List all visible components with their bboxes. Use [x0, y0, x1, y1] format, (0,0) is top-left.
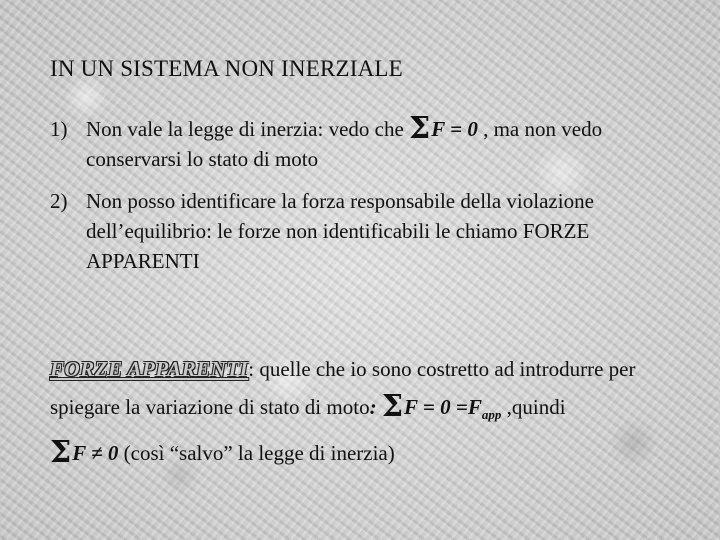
sigma-symbol: Σ	[381, 389, 404, 424]
colon: :	[369, 395, 382, 419]
item-text: Non vale la legge di inerzia: vedo che	[86, 117, 410, 141]
list-item-1	[50, 111, 690, 174]
formula-subscript: app	[481, 407, 502, 422]
item-body	[86, 111, 690, 174]
list-item-2	[50, 186, 690, 276]
sigma-symbol: Σ	[409, 111, 431, 146]
definition-text-end: (così “salvo” la legge di inerzia)	[118, 441, 395, 465]
formula: F ≠ 0	[72, 441, 119, 465]
formula: F = 0 =F	[404, 395, 482, 419]
formula: F = 0	[431, 117, 478, 141]
definition-text: : quelle che io sono costretto ad introdurre per spiegare la variazione di stato di moto	[50, 357, 636, 419]
item-number: 1)	[50, 117, 68, 141]
item-text-continued: , ma non vedo conservarsi lo stato di moto	[86, 117, 603, 171]
sigma-symbol: Σ	[50, 435, 72, 470]
defined-term: FORZE APPARENTI	[50, 357, 249, 381]
item-text: Non posso identificare la forza responsabile della violazione dell’equilibrio: le forze non identificabili le chiamo FORZE APPARENTI	[86, 189, 594, 273]
slide-title: IN UN SISTEMA NON INERZIALE	[50, 56, 403, 81]
definition-paragraph	[50, 350, 690, 472]
definition-text-continued: ,quindi	[501, 395, 566, 419]
item-number: 2)	[50, 189, 68, 213]
